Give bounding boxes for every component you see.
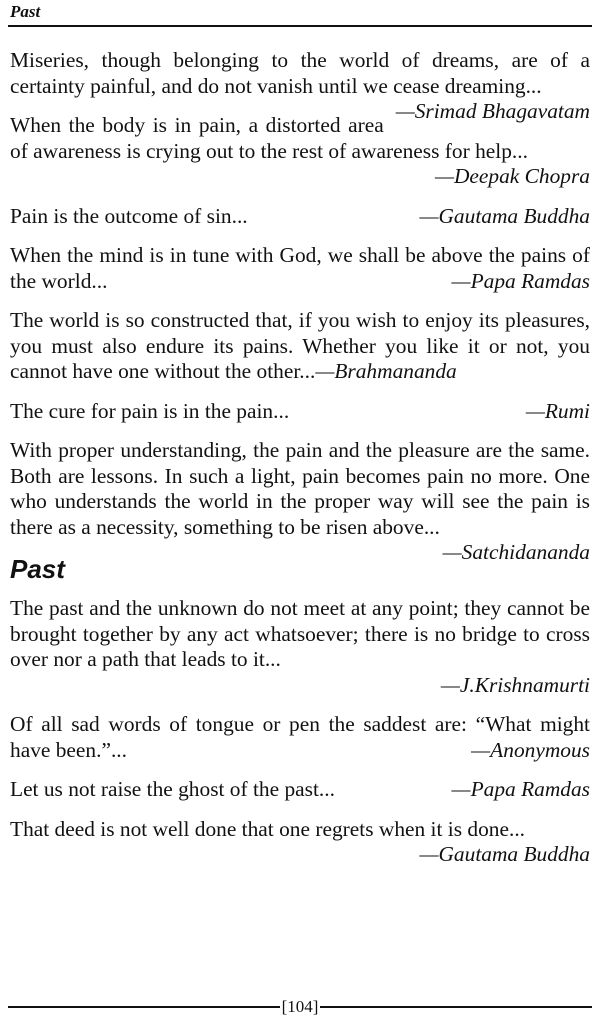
quote xyxy=(10,777,590,803)
page-content xyxy=(10,48,590,882)
quote-author: —Brahmananda xyxy=(315,359,457,383)
quote-author: —Papa Ramdas xyxy=(451,268,590,293)
quote xyxy=(10,48,590,123)
quote-author: —J.Krishnamurti xyxy=(440,672,590,697)
header-rule xyxy=(8,25,592,27)
quote xyxy=(10,308,590,385)
quote-author: —Srimad Bhagavatam xyxy=(395,99,590,123)
quote-author: —Gautama Buddha xyxy=(419,842,590,866)
quote-author: —Deepak Chopra xyxy=(434,164,590,188)
quote-text: When the mind is in tune with God, we shall be above the pains of the world... xyxy=(10,243,590,293)
quote xyxy=(10,712,590,763)
footer-rule-right xyxy=(320,1006,592,1008)
quote-author: —Rumi xyxy=(525,398,590,423)
quote-text: The cure for pain is in the pain... xyxy=(10,398,290,423)
quote-text: Pain is the outcome of sin... xyxy=(10,203,248,228)
quote-author: —Papa Ramdas xyxy=(451,777,590,801)
quote-text: Miseries, though belonging to the world of dreams, are of a certainty painful, and do not vanish until we cease dreaming... xyxy=(10,48,590,98)
quote-text: Let us not raise the ghost of the past... xyxy=(10,777,335,801)
page-footer xyxy=(8,994,592,1020)
quote xyxy=(10,596,590,698)
running-head: Past xyxy=(10,2,41,21)
quote-text: When the body is in pain, a distorted area of awareness is crying out to the rest of awareness for help... xyxy=(10,113,528,163)
section-heading: Past xyxy=(10,554,65,584)
quote-text: With proper understanding, the pain and the pleasure are the same. Both are lessons. In such a light, pain becomes pain no more. One who understands the world in the proper way will see the pain is there as a necessity, something to be risen above... xyxy=(10,438,590,539)
quote-text: The past and the unknown do not meet at any point; they cannot be brought together by any act whatsoever; there is no bridge to cross over nor a path that leads to it... xyxy=(10,596,590,671)
quote-author: —Satchidananda xyxy=(442,540,590,564)
quote xyxy=(10,817,590,868)
quote-text: Of all sad words of tongue or pen the saddest are: “What might have been.”... xyxy=(10,712,590,762)
quote-author: —Gautama Buddha xyxy=(419,203,590,228)
quote-text: The world is so constructed that, if you wish to enjoy its pleasures, you must also endure its pains. Whether you like it or not, you cannot have one without the other... xyxy=(10,308,590,383)
quote-author: —Anonymous xyxy=(471,737,590,762)
quote xyxy=(10,204,590,230)
quote xyxy=(10,243,590,294)
quote xyxy=(10,399,590,425)
quote-text: That deed is not well done that one regrets when it is done... xyxy=(10,816,526,841)
page-number: [104] xyxy=(281,997,319,1016)
quote xyxy=(10,438,590,564)
footer-rule-left xyxy=(8,1006,280,1008)
